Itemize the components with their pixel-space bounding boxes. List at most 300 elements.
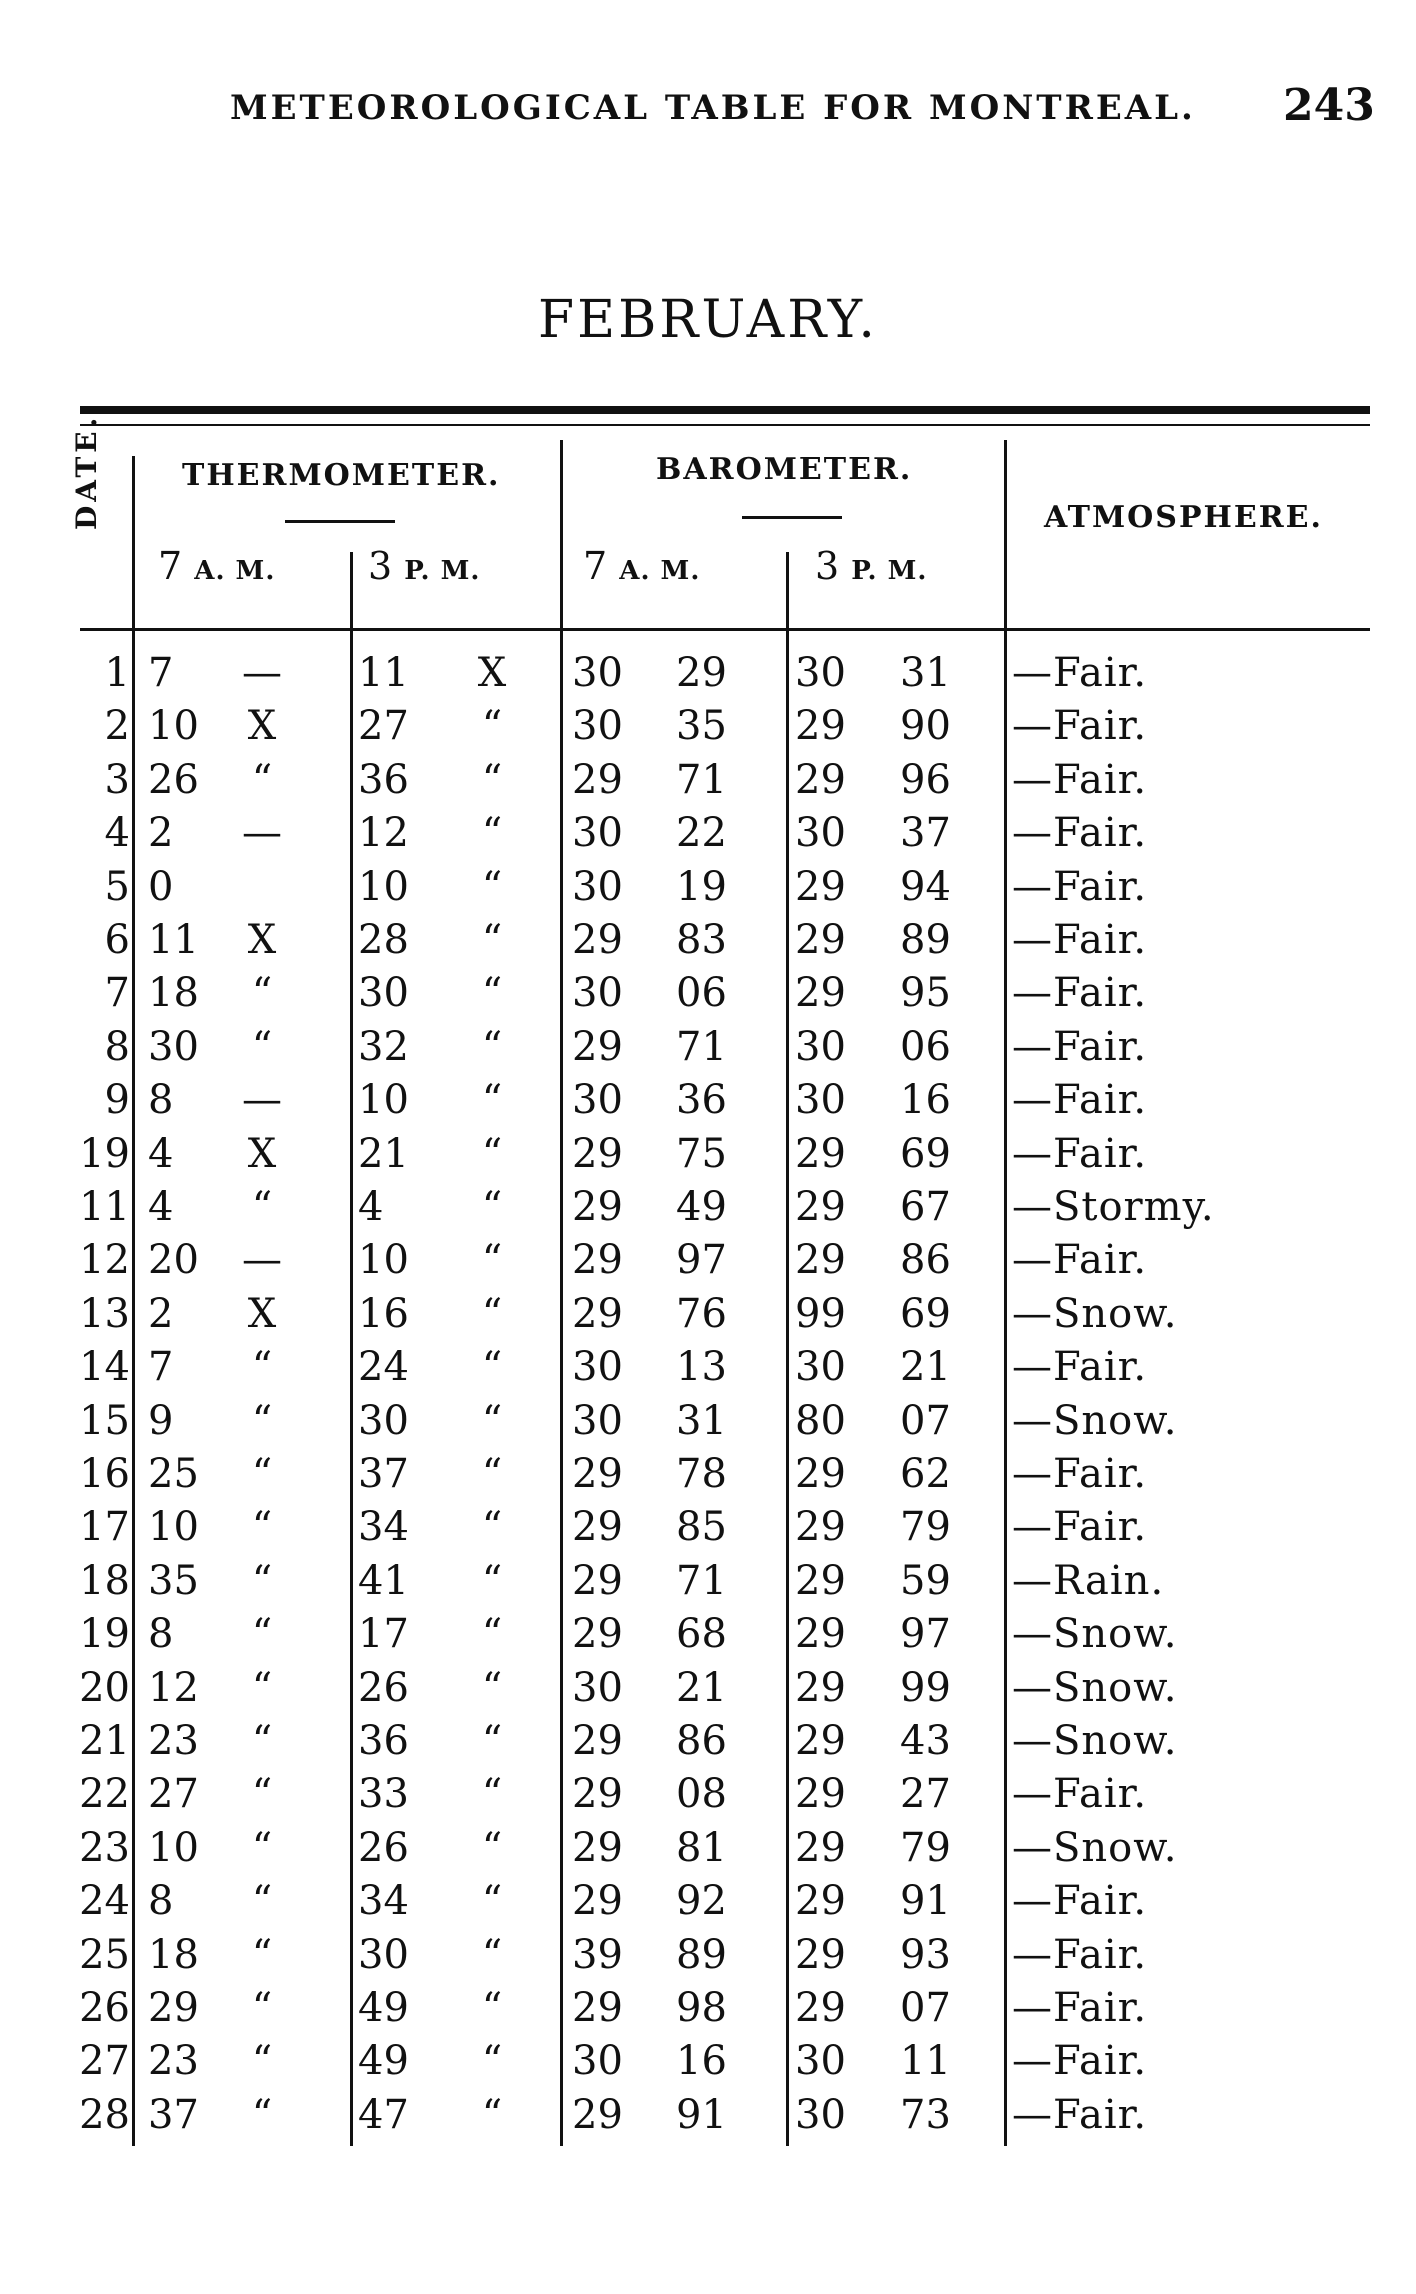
sub-head-baro-pm [815, 544, 927, 588]
barometer-pm-hundredths: 79 [900, 1504, 951, 1551]
date-cell: 6 [104, 917, 130, 963]
barometer-am-hundredths: 85 [676, 1504, 727, 1551]
barometer-pm-hundredths: 89 [900, 917, 951, 963]
barometer-am-hundredths: 97 [676, 1237, 727, 1284]
barometer-am-hundredths: 89 [676, 1931, 727, 1978]
thermometer-pm-cell: 36 [358, 756, 409, 803]
barometer-am-hundredths: 71 [676, 756, 727, 803]
thermometer-am-cell: 18 [148, 970, 199, 1017]
thermometer-pm-mark: “ [481, 810, 503, 857]
running-title: METEOROLOGICAL TABLE FOR MONTREAL. [230, 88, 1196, 128]
date-cell: 3 [104, 756, 130, 803]
thermometer-am-mark: “ [251, 1931, 273, 1978]
barometer-pm-inches: 29 [795, 1664, 846, 1711]
date-cell: 4 [104, 810, 130, 857]
thermometer-pm-mark: “ [481, 1611, 503, 1658]
barometer-am-hundredths: 22 [676, 810, 727, 857]
thermometer-pm-cell: 11 [358, 650, 409, 696]
barometer-am-hundredths: 35 [676, 703, 727, 750]
thermometer-am-mark: “ [251, 1023, 273, 1070]
barometer-am-hundredths: 76 [676, 1290, 727, 1337]
thermometer-am-cell: 12 [148, 1664, 199, 1711]
table-row [0, 810, 1416, 863]
table-row [0, 1398, 1416, 1451]
barometer-am-hundredths: 31 [676, 1397, 727, 1444]
date-cell: 13 [79, 1290, 130, 1337]
barometer-pm-hundredths: 79 [900, 1824, 951, 1871]
table-row [0, 1451, 1416, 1504]
thermometer-pm-cell: 10 [358, 1237, 409, 1284]
sub-hour-am: 7 [583, 544, 608, 588]
thermometer-pm-mark: “ [481, 917, 503, 963]
thermometer-pm-mark: “ [481, 2038, 503, 2085]
thermometer-pm-mark: “ [481, 703, 503, 750]
top-rule-thick [80, 406, 1370, 414]
thermometer-am-mark: X [247, 1290, 277, 1337]
thermometer-pm-cell: 49 [358, 2038, 409, 2085]
thermometer-am-cell: 8 [148, 1878, 174, 1925]
atmosphere-cell: —Rain. [1012, 1557, 1165, 1604]
thermometer-dash [285, 520, 395, 523]
table-row [0, 1077, 1416, 1130]
atmosphere-cell: —Fair. [1012, 703, 1148, 750]
thermometer-pm-cell: 32 [358, 1023, 409, 1070]
thermometer-am-cell: 7 [148, 650, 174, 696]
table-row [0, 757, 1416, 810]
thermometer-pm-cell: 30 [358, 970, 409, 1017]
thermometer-am-mark: “ [251, 1611, 273, 1658]
barometer-pm-hundredths: 86 [900, 1237, 951, 1284]
atmosphere-cell: —Fair. [1012, 1878, 1148, 1925]
table-row [0, 1878, 1416, 1931]
thermometer-pm-cell: 26 [358, 1824, 409, 1871]
page-number: 243 [1283, 80, 1375, 131]
thermometer-am-mark: “ [251, 1184, 273, 1230]
thermometer-am-cell: 23 [148, 2038, 199, 2085]
atmosphere-cell: —Fair. [1012, 1931, 1148, 1978]
atmosphere-cell: —Snow. [1012, 1290, 1178, 1337]
thermometer-pm-cell: 24 [358, 1344, 409, 1391]
barometer-pm-inches: 29 [795, 1931, 846, 1978]
thermometer-am-mark: “ [251, 1718, 273, 1764]
thermometer-pm-cell: 4 [358, 1184, 384, 1230]
barometer-am-hundredths: 19 [676, 863, 727, 910]
barometer-pm-hundredths: 06 [900, 1023, 951, 1070]
atmosphere-cell: —Snow. [1012, 1824, 1178, 1871]
top-rule-thin [80, 424, 1370, 426]
barometer-am-inches: 30 [572, 703, 623, 750]
thermometer-pm-mark: X [477, 650, 507, 696]
thermometer-pm-mark: “ [481, 1184, 503, 1230]
barometer-pm-inches: 29 [795, 1130, 846, 1177]
barometer-am-hundredths: 92 [676, 1878, 727, 1925]
table-row [0, 1237, 1416, 1290]
thermometer-am-mark: — [242, 1077, 282, 1124]
barometer-pm-inches: 29 [795, 1611, 846, 1658]
thermometer-am-cell: 0 [148, 863, 174, 910]
barometer-pm-inches: 29 [795, 1184, 846, 1230]
thermometer-am-cell: 23 [148, 1718, 199, 1764]
barometer-pm-hundredths: 69 [900, 1290, 951, 1337]
table-row [0, 1665, 1416, 1718]
atmosphere-cell: —Stormy. [1012, 1184, 1215, 1230]
atmosphere-cell: —Snow. [1012, 1611, 1178, 1658]
barometer-dash [742, 516, 842, 519]
date-cell: 24 [79, 1878, 130, 1925]
barometer-pm-hundredths: 94 [900, 863, 951, 910]
thermometer-am-cell: 9 [148, 1397, 174, 1444]
thermometer-pm-mark: “ [481, 756, 503, 803]
barometer-pm-hundredths: 91 [900, 1878, 951, 1925]
barometer-am-inches: 29 [572, 1023, 623, 1070]
thermometer-am-cell: 20 [148, 1237, 199, 1284]
atmosphere-heading: ATMOSPHERE. [1044, 500, 1323, 535]
thermometer-am-mark: X [247, 703, 277, 750]
sub-head-baro-am [583, 544, 700, 588]
thermometer-pm-mark: “ [481, 1237, 503, 1284]
table-row [0, 2092, 1416, 2145]
thermometer-am-cell: 4 [148, 1130, 174, 1177]
atmosphere-cell: —Fair. [1012, 1077, 1148, 1124]
thermometer-pm-mark: “ [481, 1451, 503, 1497]
thermometer-am-cell: 11 [148, 917, 199, 963]
thermometer-pm-cell: 16 [358, 1290, 409, 1337]
thermometer-am-cell: 10 [148, 1504, 199, 1551]
thermometer-am-cell: 35 [148, 1557, 199, 1604]
barometer-am-hundredths: 08 [676, 1771, 727, 1818]
barometer-am-inches: 29 [572, 2091, 623, 2138]
barometer-am-hundredths: 98 [676, 1985, 727, 2031]
date-cell: 14 [79, 1344, 130, 1391]
barometer-am-inches: 29 [572, 756, 623, 803]
barometer-am-inches: 29 [572, 1557, 623, 1604]
thermometer-am-cell: 25 [148, 1451, 199, 1497]
barometer-pm-inches: 29 [795, 756, 846, 803]
sub-hour-pm: 3 [815, 544, 840, 588]
thermometer-am-mark: “ [251, 1878, 273, 1925]
table-row [0, 1718, 1416, 1771]
barometer-pm-hundredths: 43 [900, 1718, 951, 1764]
atmosphere-cell: —Snow. [1012, 1718, 1178, 1764]
barometer-pm-hundredths: 67 [900, 1184, 951, 1230]
thermometer-pm-mark: “ [481, 1130, 503, 1177]
date-cell: 20 [79, 1664, 130, 1711]
thermometer-am-mark: “ [251, 2038, 273, 2085]
thermometer-pm-mark: “ [481, 1718, 503, 1764]
thermometer-am-cell: 29 [148, 1985, 199, 2031]
thermometer-am-cell: 8 [148, 1611, 174, 1658]
thermometer-pm-cell: 21 [358, 1130, 409, 1177]
atmosphere-cell: —Fair. [1012, 1985, 1148, 2031]
thermometer-pm-cell: 10 [358, 863, 409, 910]
barometer-am-inches: 30 [572, 1077, 623, 1124]
barometer-pm-hundredths: 97 [900, 1611, 951, 1658]
thermometer-am-cell: 37 [148, 2091, 199, 2138]
date-cell: 7 [104, 970, 130, 1017]
barometer-pm-inches: 29 [795, 1985, 846, 2031]
atmosphere-cell: —Fair. [1012, 1504, 1148, 1551]
date-cell: 11 [79, 1184, 130, 1230]
barometer-pm-inches: 29 [795, 1718, 846, 1764]
sub-head-therm-pm [368, 544, 480, 588]
barometer-am-inches: 30 [572, 1397, 623, 1444]
barometer-pm-hundredths: 73 [900, 2091, 951, 2138]
thermometer-am-mark: X [247, 1130, 277, 1177]
atmosphere-cell: —Fair. [1012, 1023, 1148, 1070]
thermometer-heading: THERMOMETER. [182, 458, 501, 493]
date-cell: 16 [79, 1451, 130, 1497]
atmosphere-cell: —Fair. [1012, 1237, 1148, 1284]
barometer-pm-hundredths: 96 [900, 756, 951, 803]
barometer-am-inches: 30 [572, 1664, 623, 1711]
barometer-am-inches: 29 [572, 1611, 623, 1658]
thermometer-pm-mark: “ [481, 1077, 503, 1124]
atmosphere-cell: —Fair. [1012, 2091, 1148, 2138]
sub-pm-label: P. M. [404, 556, 481, 586]
table-row [0, 1985, 1416, 2038]
thermometer-pm-cell: 49 [358, 1985, 409, 2031]
table-row [0, 1344, 1416, 1397]
date-cell: 1 [104, 650, 130, 696]
thermometer-am-cell: 10 [148, 1824, 199, 1871]
thermometer-pm-mark: “ [481, 1985, 503, 2031]
barometer-am-inches: 30 [572, 650, 623, 696]
barometer-am-hundredths: 21 [676, 1664, 727, 1711]
atmosphere-cell: —Fair. [1012, 863, 1148, 910]
barometer-pm-hundredths: 37 [900, 810, 951, 857]
thermometer-pm-cell: 26 [358, 1664, 409, 1711]
thermometer-am-mark: “ [251, 1664, 273, 1711]
table-row [0, 1611, 1416, 1664]
table-row [0, 970, 1416, 1023]
date-cell: 9 [104, 1077, 130, 1124]
date-cell: 19 [79, 1130, 130, 1177]
barometer-pm-hundredths: 11 [900, 2038, 951, 2085]
date-cell: 27 [79, 2038, 130, 2085]
barometer-pm-inches: 30 [795, 1077, 846, 1124]
thermometer-pm-mark: “ [481, 1878, 503, 1925]
thermometer-pm-mark: “ [481, 1824, 503, 1871]
thermometer-pm-mark: “ [481, 1557, 503, 1604]
date-cell: 23 [79, 1824, 130, 1871]
table-row [0, 2038, 1416, 2091]
sub-am-label: A. M. [194, 556, 276, 586]
table-row [0, 917, 1416, 970]
barometer-am-inches: 29 [572, 1451, 623, 1497]
date-cell: 2 [104, 703, 130, 750]
barometer-am-hundredths: 75 [676, 1130, 727, 1177]
barometer-pm-inches: 29 [795, 917, 846, 963]
atmosphere-cell: —Fair. [1012, 1344, 1148, 1391]
barometer-pm-inches: 99 [795, 1290, 846, 1337]
atmosphere-cell: —Fair. [1012, 756, 1148, 803]
thermometer-am-mark: — [242, 650, 282, 696]
thermometer-am-mark: “ [251, 1397, 273, 1444]
thermometer-pm-cell: 33 [358, 1771, 409, 1818]
thermometer-am-mark: “ [251, 756, 273, 803]
barometer-am-inches: 29 [572, 1237, 623, 1284]
date-cell: 5 [104, 863, 130, 910]
barometer-pm-inches: 29 [795, 1237, 846, 1284]
barometer-am-hundredths: 71 [676, 1023, 727, 1070]
barometer-pm-inches: 29 [795, 1771, 846, 1818]
thermometer-am-cell: 2 [148, 1290, 174, 1337]
thermometer-pm-cell: 41 [358, 1557, 409, 1604]
thermometer-pm-cell: 27 [358, 703, 409, 750]
barometer-am-inches: 29 [572, 1130, 623, 1177]
barometer-pm-inches: 30 [795, 1023, 846, 1070]
thermometer-pm-cell: 12 [358, 810, 409, 857]
barometer-am-hundredths: 71 [676, 1557, 727, 1604]
atmosphere-cell: —Fair. [1012, 810, 1148, 857]
thermometer-pm-mark: “ [481, 1771, 503, 1818]
thermometer-am-mark: — [242, 810, 282, 857]
thermometer-pm-cell: 30 [358, 1397, 409, 1444]
thermometer-pm-cell: 30 [358, 1931, 409, 1978]
table-row [0, 703, 1416, 756]
barometer-pm-inches: 30 [795, 650, 846, 696]
barometer-pm-hundredths: 27 [900, 1771, 951, 1818]
barometer-am-inches: 30 [572, 810, 623, 857]
thermometer-am-cell: 7 [148, 1344, 174, 1391]
barometer-am-inches: 29 [572, 917, 623, 963]
barometer-am-hundredths: 29 [676, 650, 727, 696]
date-cell: 18 [79, 1557, 130, 1604]
barometer-pm-inches: 29 [795, 1878, 846, 1925]
atmosphere-cell: —Snow. [1012, 1664, 1178, 1711]
table-row [0, 1504, 1416, 1557]
thermometer-pm-mark: “ [481, 1397, 503, 1444]
barometer-am-inches: 29 [572, 1771, 623, 1818]
thermometer-pm-cell: 34 [358, 1878, 409, 1925]
date-cell: 17 [79, 1504, 130, 1551]
barometer-am-inches: 29 [572, 1878, 623, 1925]
table-row [0, 1825, 1416, 1878]
thermometer-pm-cell: 17 [358, 1611, 409, 1658]
table-row [0, 1932, 1416, 1985]
barometer-pm-inches: 30 [795, 2038, 846, 2085]
date-cell: 28 [79, 2091, 130, 2138]
atmosphere-cell: —Fair. [1012, 650, 1148, 696]
barometer-am-inches: 30 [572, 2038, 623, 2085]
barometer-am-inches: 30 [572, 863, 623, 910]
barometer-am-hundredths: 81 [676, 1824, 727, 1871]
table-row [0, 1131, 1416, 1184]
thermometer-am-mark: “ [251, 1344, 273, 1391]
thermometer-pm-cell: 34 [358, 1504, 409, 1551]
date-cell: 21 [79, 1718, 130, 1764]
barometer-pm-inches: 29 [795, 1451, 846, 1497]
thermometer-am-cell: 27 [148, 1771, 199, 1818]
sub-am-label: A. M. [619, 556, 701, 586]
date-heading: DATE. [70, 413, 103, 530]
barometer-pm-inches: 30 [795, 2091, 846, 2138]
barometer-pm-inches: 29 [795, 1557, 846, 1604]
table-row [0, 1558, 1416, 1611]
table-row [0, 1291, 1416, 1344]
thermometer-am-cell: 10 [148, 703, 199, 750]
barometer-am-inches: 30 [572, 1344, 623, 1391]
table-row [0, 1184, 1416, 1237]
thermometer-pm-cell: 47 [358, 2091, 409, 2138]
atmosphere-cell: —Snow. [1012, 1397, 1178, 1444]
atmosphere-cell: —Fair. [1012, 970, 1148, 1017]
thermometer-am-mark: “ [251, 1504, 273, 1551]
table-row [0, 864, 1416, 917]
thermometer-am-mark: “ [251, 1985, 273, 2031]
month-title: FEBRUARY. [538, 290, 878, 350]
barometer-pm-inches: 30 [795, 810, 846, 857]
table-row [0, 1771, 1416, 1824]
barometer-pm-hundredths: 31 [900, 650, 951, 696]
barometer-am-hundredths: 91 [676, 2091, 727, 2138]
thermometer-pm-mark: “ [481, 1344, 503, 1391]
barometer-pm-inches: 29 [795, 1504, 846, 1551]
barometer-heading: BAROMETER. [656, 452, 913, 487]
table-row [0, 1024, 1416, 1077]
barometer-pm-hundredths: 99 [900, 1664, 951, 1711]
barometer-pm-inches: 80 [795, 1397, 846, 1444]
thermometer-am-cell: 30 [148, 1023, 199, 1070]
thermometer-am-mark: “ [251, 970, 273, 1017]
thermometer-am-mark: “ [251, 1824, 273, 1871]
barometer-am-hundredths: 68 [676, 1611, 727, 1658]
date-cell: 25 [79, 1931, 130, 1978]
barometer-am-hundredths: 49 [676, 1184, 727, 1230]
thermometer-pm-mark: “ [481, 1023, 503, 1070]
barometer-pm-hundredths: 21 [900, 1344, 951, 1391]
barometer-pm-inches: 29 [795, 703, 846, 750]
barometer-pm-inches: 30 [795, 1344, 846, 1391]
barometer-am-inches: 29 [572, 1290, 623, 1337]
barometer-am-hundredths: 16 [676, 2038, 727, 2085]
thermometer-pm-mark: “ [481, 970, 503, 1017]
date-cell: 22 [79, 1771, 130, 1818]
barometer-pm-hundredths: 93 [900, 1931, 951, 1978]
barometer-pm-hundredths: 07 [900, 1397, 951, 1444]
barometer-am-hundredths: 86 [676, 1718, 727, 1764]
date-cell: 19 [79, 1611, 130, 1658]
thermometer-am-cell: 8 [148, 1077, 174, 1124]
barometer-pm-inches: 29 [795, 863, 846, 910]
thermometer-am-mark: X [247, 917, 277, 963]
thermometer-am-mark: — [242, 1237, 282, 1284]
thermometer-am-cell: 26 [148, 756, 199, 803]
thermometer-pm-mark: “ [481, 2091, 503, 2138]
barometer-pm-inches: 29 [795, 970, 846, 1017]
thermometer-am-cell: 18 [148, 1931, 199, 1978]
thermometer-am-mark: “ [251, 1771, 273, 1818]
barometer-pm-hundredths: 69 [900, 1130, 951, 1177]
thermometer-pm-mark: “ [481, 1931, 503, 1978]
sub-head-therm-am [158, 544, 275, 588]
barometer-am-hundredths: 83 [676, 917, 727, 963]
thermometer-pm-mark: “ [481, 863, 503, 910]
barometer-pm-hundredths: 07 [900, 1985, 951, 2031]
sub-pm-label: P. M. [851, 556, 928, 586]
thermometer-am-mark: “ [251, 1557, 273, 1604]
barometer-am-inches: 29 [572, 1504, 623, 1551]
thermometer-pm-mark: “ [481, 1290, 503, 1337]
table-row [0, 650, 1416, 703]
date-cell: 26 [79, 1985, 130, 2031]
atmosphere-cell: —Fair. [1012, 1451, 1148, 1497]
barometer-am-hundredths: 06 [676, 970, 727, 1017]
barometer-am-inches: 29 [572, 1824, 623, 1871]
thermometer-pm-cell: 36 [358, 1718, 409, 1764]
thermometer-pm-cell: 37 [358, 1451, 409, 1497]
barometer-pm-hundredths: 16 [900, 1077, 951, 1124]
